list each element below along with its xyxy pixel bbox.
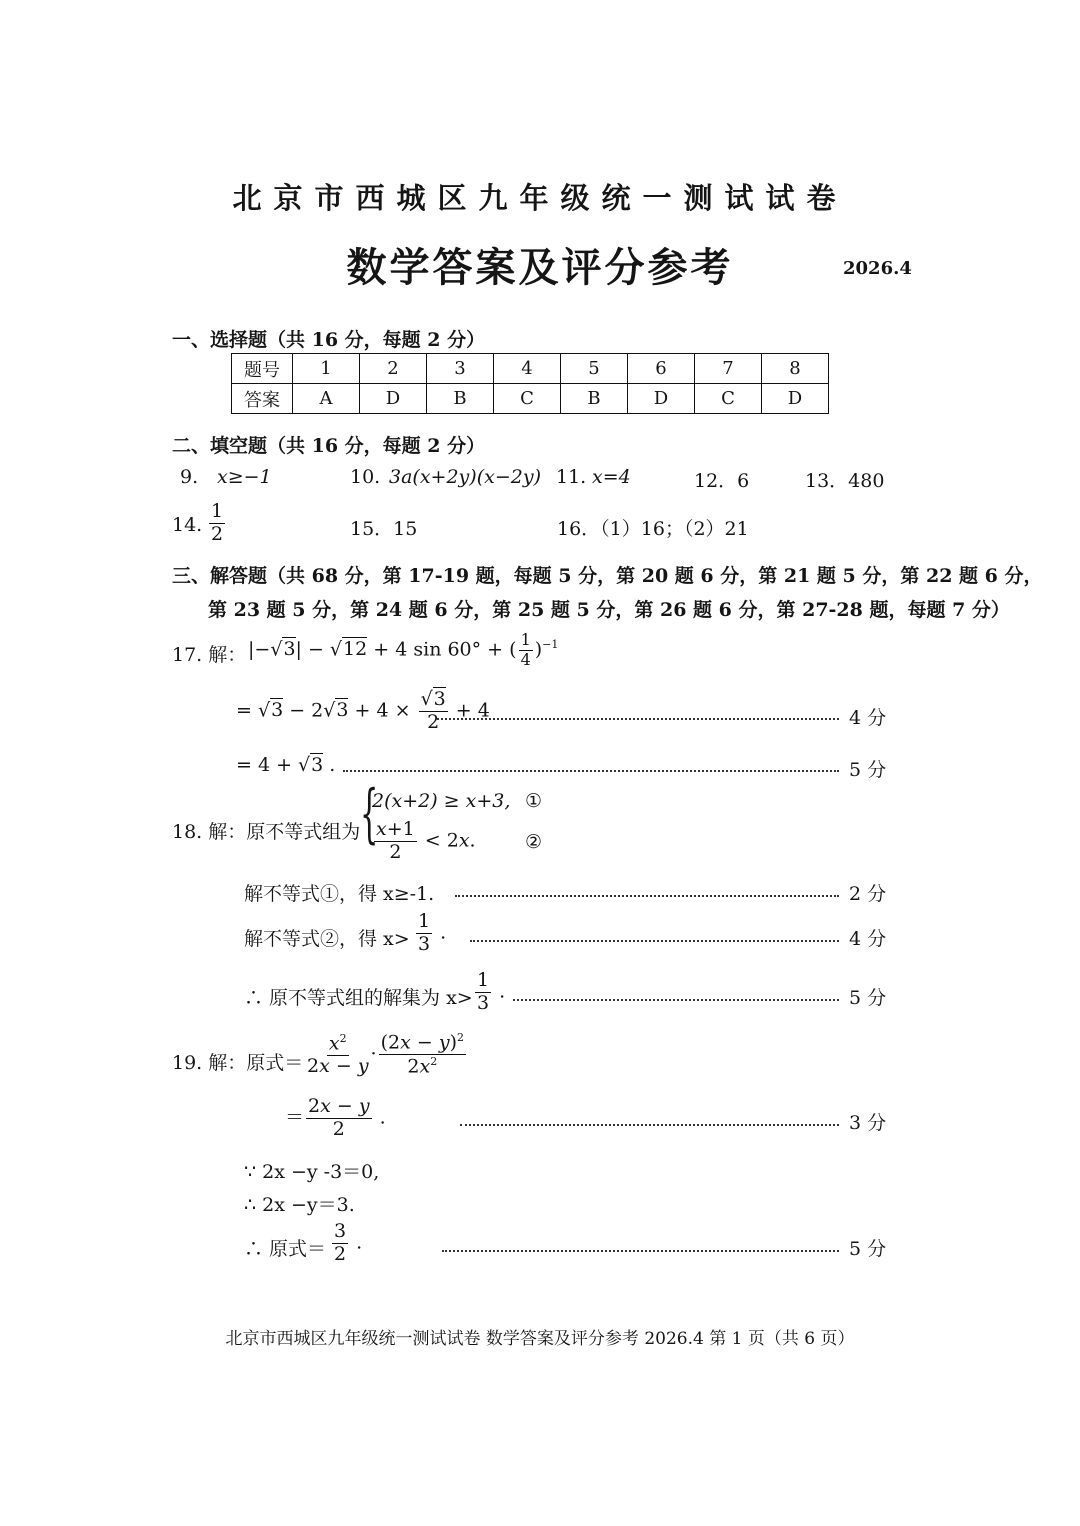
q17-step2: = 4 + √3 . bbox=[236, 754, 336, 776]
q18-ineq2: $\frac{x+1}{2}$ < 2x. bbox=[376, 818, 476, 863]
dotted-leader bbox=[343, 770, 839, 772]
q19-expression: $\frac{x^2}{2x - y}$ · $\frac{(2x - y)^2}{2x^2}$ bbox=[307, 1031, 464, 1078]
q19-because: ∵ 2x −y -3＝0, bbox=[244, 1161, 380, 1183]
exam-title: 北京市西城区九年级统一测试试卷 bbox=[232, 181, 848, 215]
q17-score2: 5 分 bbox=[849, 759, 887, 781]
q12-answer: 12．6 bbox=[694, 470, 750, 492]
q19-score1: 3 分 bbox=[849, 1112, 887, 1134]
q17-label: 17. 解： bbox=[172, 644, 247, 666]
answer-cell: C bbox=[695, 384, 762, 414]
q14-answer bbox=[207, 502, 227, 545]
section1-heading: 一、选择题（共 16 分，每题 2 分） bbox=[172, 329, 486, 351]
question-number: 3 bbox=[427, 354, 494, 384]
q13-answer: 13．480 bbox=[805, 470, 885, 492]
answer-cell: C bbox=[494, 384, 561, 414]
q19-step1: ＝ $\frac{2x - y}{2}$ . bbox=[285, 1095, 386, 1140]
row-label-answer: 答案 bbox=[232, 384, 293, 414]
q14-frac-den: 2 bbox=[211, 522, 224, 545]
page-title: 数学答案及评分参考 bbox=[346, 244, 734, 291]
q19-score2: 5 分 bbox=[849, 1238, 887, 1260]
question-number: 6 bbox=[628, 354, 695, 384]
brace-icon: { bbox=[360, 777, 379, 851]
dotted-leader bbox=[470, 940, 839, 942]
answer-cell: B bbox=[427, 384, 494, 414]
q18-mark2: ② bbox=[525, 831, 543, 853]
q10-number: 10. bbox=[350, 466, 381, 488]
question-number: 5 bbox=[561, 354, 628, 384]
q18-score3: 5 分 bbox=[849, 987, 887, 1009]
q17-expression: |−√3| − √12 + 4 sin 60° + ( $\frac{1}{4}$ )$^{-1}$ bbox=[248, 630, 559, 669]
dotted-leader bbox=[460, 1124, 839, 1126]
q10-answer: 3a(x+2y)(x−2y) bbox=[389, 466, 541, 488]
dotted-leader bbox=[455, 895, 839, 897]
q11-number: 11. bbox=[556, 466, 587, 488]
q18-step2: 解不等式②，得 x> bbox=[244, 928, 410, 950]
q14-frac-num: 1 bbox=[211, 500, 224, 522]
table-row bbox=[232, 384, 829, 414]
section3-heading-line1: 三、解答题（共 68 分，第 17-19 题，每题 5 分，第 20 题 6 分，第 21 题 5 分，第 22 题 6 分， bbox=[172, 565, 1043, 587]
question-number: 4 bbox=[494, 354, 561, 384]
answer-cell: D bbox=[628, 384, 695, 414]
question-number: 2 bbox=[360, 354, 427, 384]
answer-cell: B bbox=[561, 384, 628, 414]
q9-answer: x≥−1 bbox=[217, 466, 272, 488]
q15-answer: 15．15 bbox=[350, 518, 418, 540]
q19-therefore: ∴ 2x −y＝3. bbox=[244, 1194, 355, 1216]
q17-score1: 4 分 bbox=[849, 707, 887, 729]
table-row bbox=[232, 354, 829, 384]
q18-score1: 2 分 bbox=[849, 883, 887, 905]
answer-cell: D bbox=[762, 384, 829, 414]
dotted-leader bbox=[513, 999, 839, 1001]
q18-ineq1: 2(x+2) ≥ x+3, bbox=[372, 790, 511, 812]
q18-step3-frac: $\frac{1}{3}$ . bbox=[477, 969, 506, 1014]
answer-cell: A bbox=[293, 384, 360, 414]
exam-date: 2026.4 bbox=[843, 258, 912, 279]
section2-heading: 二、填空题（共 16 分，每题 2 分） bbox=[172, 435, 486, 457]
q18-step2-frac: $\frac{1}{3}$ . bbox=[418, 910, 447, 955]
answer-table bbox=[231, 353, 829, 414]
q16-answer: 16．（1）16；（2）21 bbox=[557, 518, 749, 540]
dotted-leader bbox=[442, 1250, 839, 1252]
question-number: 7 bbox=[695, 354, 762, 384]
q19-label: 19. 解：原式＝ bbox=[172, 1052, 304, 1074]
q18-mark1: ① bbox=[525, 790, 543, 812]
row-label-question: 题号 bbox=[232, 354, 293, 384]
q19-result-frac: $\frac{3}{2}$ . bbox=[334, 1220, 363, 1265]
q19-result-label: ∴ 原式＝ bbox=[244, 1238, 327, 1260]
q17-step1: = √3 − 2√3 + 4 × $\frac{√3}{2}$ + 4 bbox=[236, 688, 490, 733]
answer-cell: D bbox=[360, 384, 427, 414]
q14-number: 14. bbox=[172, 514, 203, 536]
q9-number: 9. bbox=[180, 466, 199, 488]
page-footer: 北京市西城区九年级统一测试试卷 数学答案及评分参考 2026.4 第 1 页（共 6 页） bbox=[225, 1329, 855, 1349]
dotted-leader bbox=[437, 718, 839, 720]
question-number: 8 bbox=[762, 354, 829, 384]
q11-answer: x=4 bbox=[592, 466, 631, 488]
q18-score2: 4 分 bbox=[849, 928, 887, 950]
q18-step3: ∴ 原不等式组的解集为 x> bbox=[244, 987, 473, 1009]
q18-step1: 解不等式①，得 x≥-1. bbox=[244, 883, 435, 905]
q18-label: 18. 解：原不等式组为 bbox=[172, 821, 361, 843]
section3-heading-line2: 第 23 题 5 分，第 24 题 6 分，第 25 题 5 分，第 26 题 6 分，第 27-28 题，每题 7 分） bbox=[208, 599, 1010, 621]
question-number: 1 bbox=[293, 354, 360, 384]
